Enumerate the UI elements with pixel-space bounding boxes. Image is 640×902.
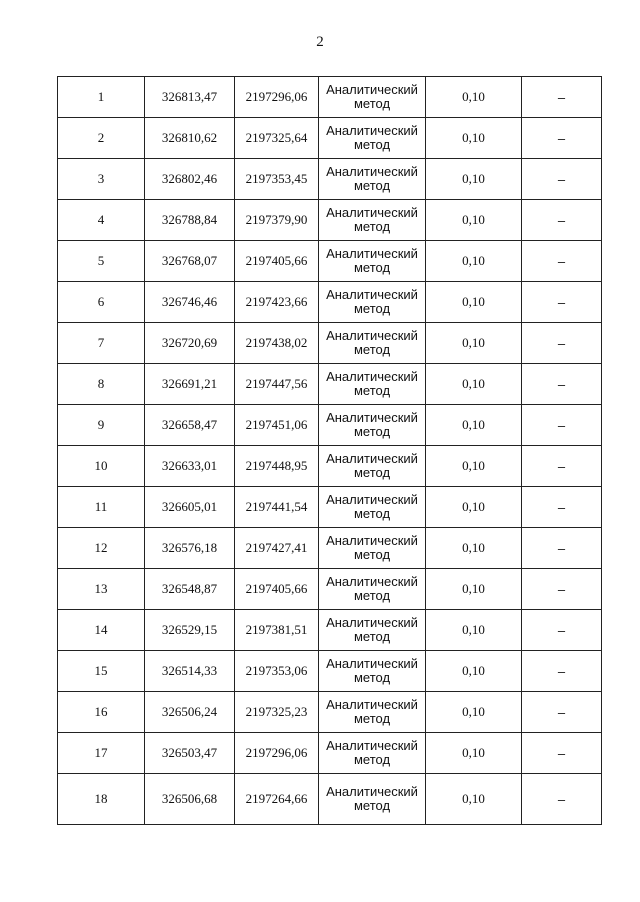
method-cell	[319, 446, 426, 487]
y-coordinate-cell: 2197264,66	[235, 774, 319, 825]
method-line-2: метод	[353, 506, 391, 521]
accuracy-cell: 0,10	[426, 364, 522, 405]
table-row	[58, 610, 602, 651]
y-coordinate-cell: 2197325,64	[235, 118, 319, 159]
point-number-cell: 18	[58, 774, 145, 825]
table-row	[58, 364, 602, 405]
coordinates-table	[57, 76, 602, 825]
method-line-2: метод	[353, 424, 391, 439]
accuracy-cell: 0,10	[426, 528, 522, 569]
method-cell	[319, 159, 426, 200]
accuracy-cell: 0,10	[426, 405, 522, 446]
method-line-2: метод	[353, 219, 391, 234]
note-cell: –	[522, 200, 602, 241]
y-coordinate-cell: 2197405,66	[235, 569, 319, 610]
note-cell: –	[522, 282, 602, 323]
note-cell: –	[522, 241, 602, 282]
accuracy-cell: 0,10	[426, 569, 522, 610]
y-coordinate-cell: 2197423,66	[235, 282, 319, 323]
point-number-cell: 17	[58, 733, 145, 774]
x-coordinate-cell: 326768,07	[145, 241, 235, 282]
x-coordinate-cell: 326810,62	[145, 118, 235, 159]
method-line-1: Аналитический	[326, 451, 418, 466]
accuracy-cell: 0,10	[426, 323, 522, 364]
table-row	[58, 241, 602, 282]
x-coordinate-cell: 326514,33	[145, 651, 235, 692]
method-line-2: метод	[353, 547, 391, 562]
x-coordinate-cell: 326633,01	[145, 446, 235, 487]
x-coordinate-cell: 326506,24	[145, 692, 235, 733]
accuracy-cell: 0,10	[426, 241, 522, 282]
method-line-1: Аналитический	[326, 738, 418, 753]
method-line-1: Аналитический	[326, 492, 418, 507]
x-coordinate-cell: 326506,68	[145, 774, 235, 825]
table-row	[58, 651, 602, 692]
note-cell: –	[522, 651, 602, 692]
note-cell: –	[522, 487, 602, 528]
y-coordinate-cell: 2197448,95	[235, 446, 319, 487]
method-line-2: метод	[353, 588, 391, 603]
method-cell	[319, 405, 426, 446]
point-number-cell: 4	[58, 200, 145, 241]
note-cell: –	[522, 159, 602, 200]
method-line-1: Аналитический	[326, 205, 418, 220]
x-coordinate-cell: 326529,15	[145, 610, 235, 651]
method-line-1: Аналитический	[326, 164, 418, 179]
table-row	[58, 774, 602, 825]
point-number-cell: 6	[58, 282, 145, 323]
method-line-1: Аналитический	[326, 574, 418, 589]
method-cell	[319, 487, 426, 528]
method-cell	[319, 610, 426, 651]
accuracy-cell: 0,10	[426, 118, 522, 159]
table-row	[58, 487, 602, 528]
table-body	[58, 77, 602, 825]
method-line-1: Аналитический	[326, 697, 418, 712]
point-number-cell: 12	[58, 528, 145, 569]
point-number-cell: 16	[58, 692, 145, 733]
table-row	[58, 77, 602, 118]
note-cell: –	[522, 528, 602, 569]
method-cell	[319, 651, 426, 692]
point-number-cell: 3	[58, 159, 145, 200]
method-line-2: метод	[353, 301, 391, 316]
x-coordinate-cell: 326720,69	[145, 323, 235, 364]
note-cell: –	[522, 364, 602, 405]
method-line-1: Аналитический	[326, 287, 418, 302]
note-cell: –	[522, 774, 602, 825]
method-line-1: Аналитический	[326, 328, 418, 343]
y-coordinate-cell: 2197353,45	[235, 159, 319, 200]
method-line-2: метод	[353, 137, 391, 152]
note-cell: –	[522, 405, 602, 446]
y-coordinate-cell: 2197441,54	[235, 487, 319, 528]
accuracy-cell: 0,10	[426, 610, 522, 651]
method-line-1: Аналитический	[326, 82, 418, 97]
y-coordinate-cell: 2197438,02	[235, 323, 319, 364]
x-coordinate-cell: 326691,21	[145, 364, 235, 405]
x-coordinate-cell: 326802,46	[145, 159, 235, 200]
page-number: 2	[316, 34, 324, 50]
accuracy-cell: 0,10	[426, 774, 522, 825]
table-row	[58, 200, 602, 241]
accuracy-cell: 0,10	[426, 77, 522, 118]
method-line-1: Аналитический	[326, 615, 418, 630]
method-cell	[319, 200, 426, 241]
point-number-cell: 7	[58, 323, 145, 364]
method-cell	[319, 241, 426, 282]
x-coordinate-cell: 326746,46	[145, 282, 235, 323]
note-cell: –	[522, 610, 602, 651]
y-coordinate-cell: 2197427,41	[235, 528, 319, 569]
method-line-2: метод	[353, 383, 391, 398]
method-cell	[319, 569, 426, 610]
y-coordinate-cell: 2197296,06	[235, 77, 319, 118]
point-number-cell: 13	[58, 569, 145, 610]
table-row	[58, 569, 602, 610]
accuracy-cell: 0,10	[426, 733, 522, 774]
method-cell	[319, 364, 426, 405]
method-line-2: метод	[353, 670, 391, 685]
method-line-1: Аналитический	[326, 410, 418, 425]
point-number-cell: 9	[58, 405, 145, 446]
note-cell: –	[522, 569, 602, 610]
method-cell	[319, 118, 426, 159]
method-line-2: метод	[353, 465, 391, 480]
accuracy-cell: 0,10	[426, 651, 522, 692]
x-coordinate-cell: 326503,47	[145, 733, 235, 774]
method-line-2: метод	[353, 96, 391, 111]
y-coordinate-cell: 2197379,90	[235, 200, 319, 241]
x-coordinate-cell: 326813,47	[145, 77, 235, 118]
y-coordinate-cell: 2197451,06	[235, 405, 319, 446]
table-row	[58, 733, 602, 774]
point-number-cell: 1	[58, 77, 145, 118]
y-coordinate-cell: 2197353,06	[235, 651, 319, 692]
accuracy-cell: 0,10	[426, 200, 522, 241]
x-coordinate-cell: 326658,47	[145, 405, 235, 446]
y-coordinate-cell: 2197447,56	[235, 364, 319, 405]
table-row	[58, 446, 602, 487]
method-line-1: Аналитический	[326, 246, 418, 261]
method-line-1: Аналитический	[326, 123, 418, 138]
x-coordinate-cell: 326605,01	[145, 487, 235, 528]
table-row	[58, 118, 602, 159]
y-coordinate-cell: 2197325,23	[235, 692, 319, 733]
note-cell: –	[522, 733, 602, 774]
note-cell: –	[522, 323, 602, 364]
x-coordinate-cell: 326548,87	[145, 569, 235, 610]
y-coordinate-cell: 2197296,06	[235, 733, 319, 774]
method-cell	[319, 323, 426, 364]
point-number-cell: 10	[58, 446, 145, 487]
table-row	[58, 282, 602, 323]
note-cell: –	[522, 446, 602, 487]
note-cell: –	[522, 692, 602, 733]
method-line-2: метод	[353, 798, 391, 813]
note-cell: –	[522, 77, 602, 118]
table-row	[58, 323, 602, 364]
method-line-2: метод	[353, 260, 391, 275]
point-number-cell: 2	[58, 118, 145, 159]
table-row	[58, 528, 602, 569]
y-coordinate-cell: 2197405,66	[235, 241, 319, 282]
table-row	[58, 159, 602, 200]
note-cell: –	[522, 118, 602, 159]
accuracy-cell: 0,10	[426, 487, 522, 528]
point-number-cell: 5	[58, 241, 145, 282]
x-coordinate-cell: 326788,84	[145, 200, 235, 241]
x-coordinate-cell: 326576,18	[145, 528, 235, 569]
table-row	[58, 692, 602, 733]
method-line-1: Аналитический	[326, 533, 418, 548]
method-line-2: метод	[353, 342, 391, 357]
method-cell	[319, 77, 426, 118]
accuracy-cell: 0,10	[426, 446, 522, 487]
point-number-cell: 8	[58, 364, 145, 405]
method-cell	[319, 774, 426, 825]
method-cell	[319, 528, 426, 569]
method-cell	[319, 733, 426, 774]
method-line-1: Аналитический	[326, 369, 418, 384]
point-number-cell: 11	[58, 487, 145, 528]
method-cell	[319, 282, 426, 323]
method-line-2: метод	[353, 629, 391, 644]
method-line-2: метод	[353, 752, 391, 767]
accuracy-cell: 0,10	[426, 282, 522, 323]
method-line-1: Аналитический	[326, 656, 418, 671]
point-number-cell: 14	[58, 610, 145, 651]
method-line-2: метод	[353, 711, 391, 726]
y-coordinate-cell: 2197381,51	[235, 610, 319, 651]
accuracy-cell: 0,10	[426, 692, 522, 733]
point-number-cell: 15	[58, 651, 145, 692]
method-line-1: Аналитический	[326, 784, 418, 799]
method-line-2: метод	[353, 178, 391, 193]
method-cell	[319, 692, 426, 733]
table-row	[58, 405, 602, 446]
accuracy-cell: 0,10	[426, 159, 522, 200]
